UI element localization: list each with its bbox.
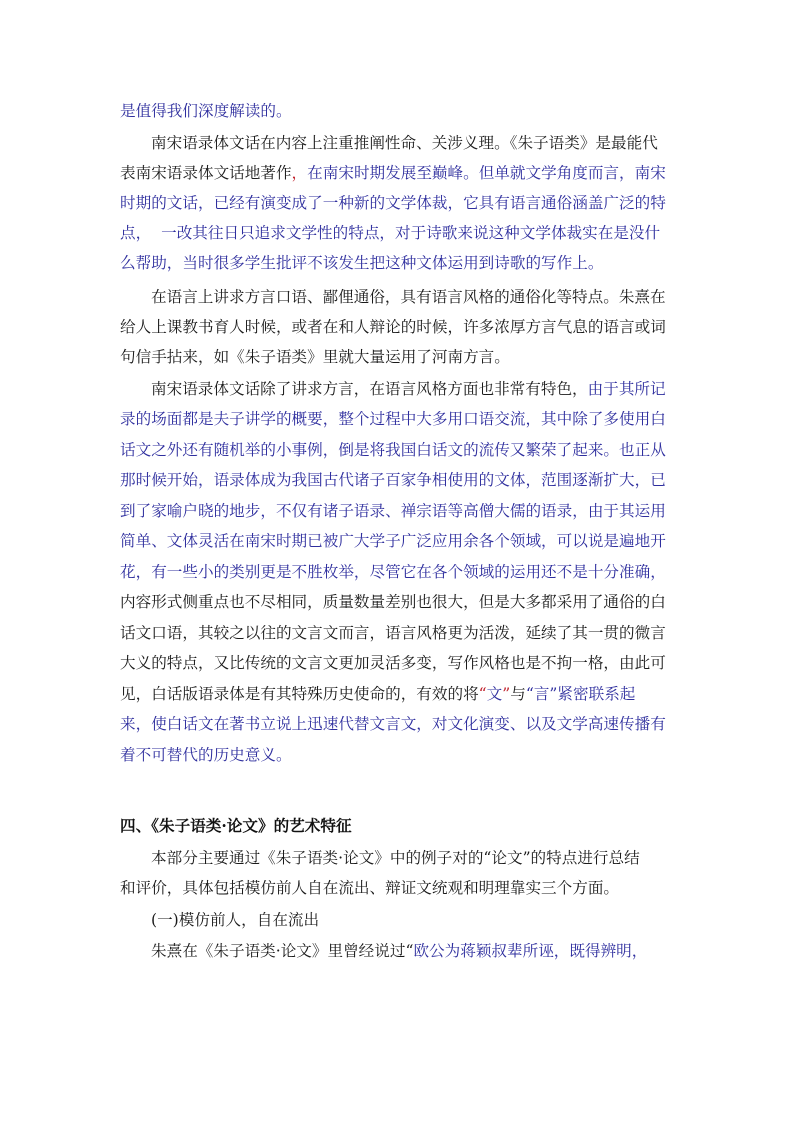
text-span: ” <box>502 685 511 703</box>
paragraph-line: 点， 一改其往日只追求文学性的特点，对于诗歌来说这种文学体裁实在是没什 <box>120 224 661 242</box>
paragraph-line: 话文之外还有随机举的小事例，倒是将我国白话文的流传又繁荣了起来。也正从 <box>120 441 666 459</box>
paragraph-line: 么帮助，当时很多学生批评不该发生把这种文体运用到诗歌的写作上。 <box>120 254 604 272</box>
text-span: 南宋语录体文话除了讲求方言，在语言风格方面也非常有特色， <box>151 380 588 398</box>
paragraph-line <box>120 163 666 183</box>
text-span: 欧公为蒋颖叔辈所诬，既得辨明， <box>413 942 648 960</box>
paragraph-line: 花，有一些小的类别更是不胜枚举，尽管它在各个领域的运用还不是十分准确， <box>120 563 666 581</box>
paragraph-line: 句信手拈来，如《朱子语类》里就大量运用了河南方言。 <box>120 348 510 366</box>
section-heading: 四、《朱子语类·论文》的艺术特征 <box>120 816 352 835</box>
paragraph-line: 时期的文话，已经有演变成了一种新的文学体裁，它具有语言通俗涵盖广泛的特 <box>120 194 666 212</box>
paragraph-line: 那时候开始，语录体成为我国古代诸子百家争相使用的文体，范围逐渐扩大，已 <box>120 471 666 489</box>
paragraph-line: 内容形式侧重点也不尽相同，质量数量差别也很大，但是大多都采用了通俗的白 <box>120 593 666 611</box>
paragraph-line: 来，使白话文在著书立说上迅速代替文言文，对文化演变、以及文学高速传播有 <box>120 715 666 733</box>
paragraph-line: 简单、文体灵活在南宋时期已被广大学子广泛应用余各个领域，可以说是遍地开 <box>120 532 666 550</box>
paragraph-line <box>151 941 647 961</box>
text-span: 由于其所记 <box>587 380 666 398</box>
text-span: 朱熹在《朱子语类·论文》里曾经说过“ <box>151 942 414 960</box>
text-span: “ <box>478 685 487 703</box>
subsection-heading: (一)模仿前人，自在流出 <box>151 911 320 929</box>
text-span: ， <box>291 164 308 182</box>
paragraph-line: 在语言上讲求方言口语、鄙俚通俗，具有语言风格的通俗化等特点。朱熹在 <box>151 288 666 306</box>
paragraph-line: 和评价，具体包括模仿前人自在流出、辩证文统观和明理靠实三个方面。 <box>120 879 620 897</box>
paragraph-line: 本部分主要通过《朱子语类·论文》中的例子对的“论文”的特点进行总结 <box>151 849 640 867</box>
paragraph-line: 录的场面都是夫子讲学的概要，整个过程中大多用口语交流，其中除了多使用白 <box>120 410 666 428</box>
paragraph-line: 到了家喻户晓的地步，不仅有诸子语录、禅宗语等高僧大儒的语录，由于其运用 <box>120 502 666 520</box>
paragraph-line: 是值得我们深度解读的。 <box>120 102 292 120</box>
text-span: 表南宋语录体文话地著作 <box>120 164 292 182</box>
text-span: 紧密联系起 <box>557 685 636 703</box>
text-span: 文 <box>486 685 503 703</box>
paragraph-line <box>151 379 666 399</box>
text-span: 与 <box>510 685 526 703</box>
paragraph-line: 给人上课教书育人时候，或者在和人辩论的时候，许多浓厚方言气息的语言或词 <box>120 318 666 336</box>
text-span: 见，白话版语录体是有其特殊历史使命的，有效的将 <box>120 685 479 703</box>
text-span: “言” <box>525 685 558 703</box>
text-span: 在南宋时期发展至巅峰。但单就文学角度而言，南宋 <box>307 164 666 182</box>
paragraph-line <box>120 684 635 704</box>
paragraph-line: 大义的特点，又比传统的文言文更加灵活多变，写作风格也是不拘一格，由此可 <box>120 654 666 672</box>
paragraph-line: 南宋语录体文话在内容上注重推阐性命、关涉义理。《朱子语类》是最能代 <box>151 134 658 152</box>
paragraph-line: 着不可替代的历史意义。 <box>120 746 292 764</box>
paragraph-line: 话文口语，其较之以往的文言文而言，语言风格更为活泼，延续了其一贯的微言 <box>120 624 666 642</box>
